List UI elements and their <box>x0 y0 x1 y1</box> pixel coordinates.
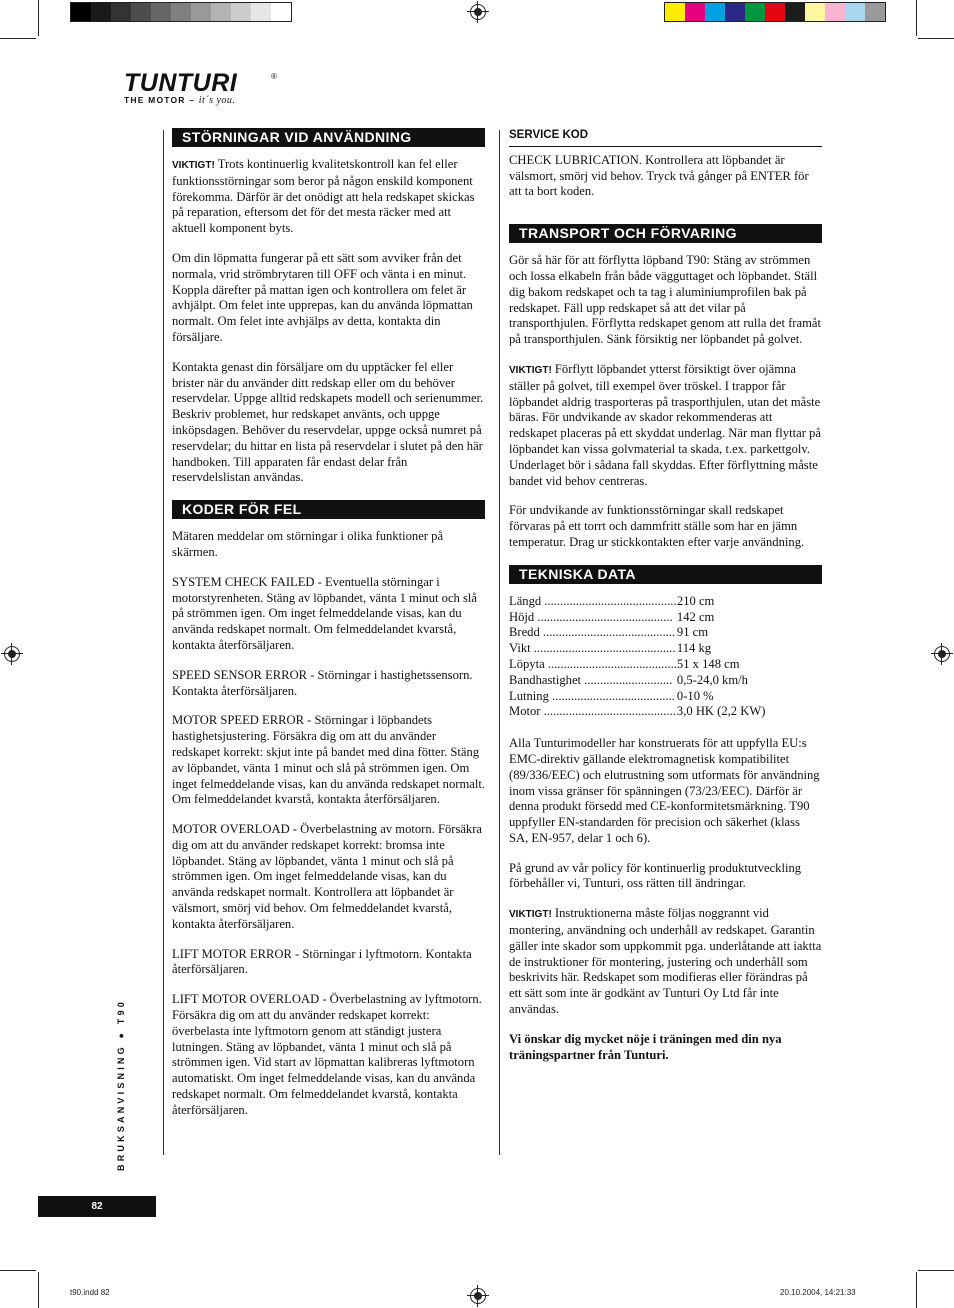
column-divider <box>163 130 164 1155</box>
spec-table <box>509 594 765 720</box>
paragraph-text: Förflytt löpbandet ytterst försiktigt över ojämna ställer på golvet, till exempel över tröskel. I trappor får löpbandet aldrig trasporteras på trasporthjulen, utan det måste bäras. För undvikande av skador rekommenderas att redskapet placeras på ett skyddat underlag. När man flyttar på löpbandet kan vissa golvmaterial ta skada, t.ex. parkettgolv. Underlaget bör i sådana fall skyddas. Efter förflyttning måste bandet vid behov centreras. <box>509 361 821 488</box>
paragraph-text: Trots kontinuerlig kvalitetskontroll kan fel eller funktionsstörningar som beror på någon enskild komponent förekomma. Därför är det onödigt att hela redskapet skickas på reparation, eftersom det för det mesta räcker med att aktuell komponent byts. <box>172 157 475 236</box>
spec-row <box>509 689 765 705</box>
section-heading-storningar: STÖRNINGAR VID ANVÄNDNING <box>172 128 485 147</box>
paragraph: Alla Tunturimodeller har konstruerats för att uppfylla EU:s EMC-direktiv gällande elektromagnetisk kompatibilitet (89/336/EEC) och elutrustning som utformats för användning inom vissa gränser för spänningen (73/23/EEC). Därför är denna produkt försedd med CE-konformitetsmärkning. T90 uppfyller EN-standarden för precision och säkerhet (klass SA, EN-957, delar 1 och 6). <box>509 736 820 845</box>
color-swatch <box>845 3 865 21</box>
logo-tagline <box>124 95 284 106</box>
spec-row <box>509 704 765 720</box>
color-swatch <box>745 3 765 21</box>
crop-mark <box>38 0 39 36</box>
crop-mark <box>916 1272 917 1308</box>
color-swatch <box>685 3 705 21</box>
paragraph: Kontakta genast din försäljare om du upptäcker fel eller brister när du använder ditt redskap eller om du behöver reservdelar. Uppge alltid redskapets modell och serienummer. Beskriv problemet, hur redskapet använts, och uppge inköpsdagen. Behöver du reservdelar, uppge också numret på reservdelar; du hittar en lista på reservdelar i slutet på den här handboken. Till apparaten får endast delar från reservdelslistan användas. <box>172 359 484 485</box>
error-code-motor-speed: MOTOR SPEED ERROR - Störningar i löpbandets hastighetsjustering. Försäkra dig om att du använder redskapet korrekt: skjut inte på bandet med dina fötter. Stäng av löpbandet, vänta 1 minut och slå på strömmen igen. Om inget felmeddelande visas, kan du använda redskapet normalt. Om felmeddelandet kvarstå, kontakta återförsäljaren. <box>172 713 485 807</box>
left-column <box>172 128 485 1133</box>
color-swatch <box>251 3 271 21</box>
paragraph: Mätaren meddelar om störningar i olika funktioner på skärmen. <box>172 529 444 559</box>
right-column <box>509 128 822 1077</box>
color-swatch <box>725 3 745 21</box>
color-swatch <box>665 3 685 21</box>
color-swatch <box>231 3 251 21</box>
registration-mark-icon <box>470 1288 486 1304</box>
spec-value: 114 kg <box>676 641 712 656</box>
color-swatch <box>705 3 725 21</box>
sidebar-text: BRUKSANVISNING ● T90 <box>116 999 126 1171</box>
spec-label: Vikt ............................................. <box>509 641 676 656</box>
crop-mark <box>916 0 917 36</box>
spec-label: Bredd .......................................... <box>509 625 676 640</box>
spec-value: 142 cm <box>676 609 715 624</box>
footer-timestamp: 20.10.2004, 14:21:33 <box>780 1288 856 1297</box>
color-swatch <box>171 3 191 21</box>
color-swatch <box>271 3 291 21</box>
error-code-lift-motor: LIFT MOTOR ERROR - Störningar i lyftmotorn. Kontakta återförsäljaren. <box>172 946 472 977</box>
spec-value: 3,0 HK (2,2 KW) <box>676 704 766 719</box>
color-swatch <box>91 3 111 21</box>
spec-value: 0,5-24,0 km/h <box>676 672 748 687</box>
crop-mark <box>0 38 36 39</box>
service-code-heading: SERVICE KOD <box>509 128 822 147</box>
spec-row <box>509 657 765 673</box>
color-swatch <box>211 3 231 21</box>
error-code-speed-sensor: SPEED SENSOR ERROR - Störningar i hastighetssensorn. Kontakta återförsäljaren. <box>172 667 473 698</box>
spec-row <box>509 673 765 689</box>
color-swatch <box>131 3 151 21</box>
paragraph <box>172 157 485 237</box>
section-heading-koder: KODER FÖR FEL <box>172 500 485 519</box>
registration-mark-icon <box>934 646 950 662</box>
paragraph: På grund av vår policy för kontinuerlig produktutveckling förbehåller vi, Tunturi, oss rätten till ändringar. <box>509 860 802 891</box>
spec-row <box>509 594 765 610</box>
color-swatch <box>785 3 805 21</box>
registered-mark: ® <box>271 72 277 81</box>
spec-label: Bandhastighet ............................ <box>509 672 673 687</box>
spec-value: 210 cm <box>676 593 715 608</box>
important-label: VIKTIGT! <box>172 160 215 171</box>
crop-mark <box>918 1270 954 1271</box>
important-label: VIKTIGT! <box>509 909 552 921</box>
logo-brand: TUNTURI <box>124 69 238 97</box>
spec-row <box>509 625 765 641</box>
color-swatch <box>71 3 91 21</box>
color-swatch <box>805 3 825 21</box>
spec-label: Motor .......................................... <box>509 704 676 719</box>
paragraph: Om din löpmatta fungerar på ett sätt som avviker från det normala, vrid strömbrytaren till OFF och vänta i en minut. Koppla därefter på mattan igen och kontrollera om felet är avhjälpt. Om felet inte upprepas, kan du använda löpmattan normalt. Om felet inte avhjälps av detta, kontakta din försäljare. <box>172 250 473 344</box>
crop-mark <box>38 1272 39 1308</box>
paragraph <box>509 362 822 489</box>
closing-wish: Vi önskar dig mycket nöje i träningen med din nya träningspartner från Tunturi. <box>509 1031 782 1062</box>
registration-mark-icon <box>470 4 486 20</box>
spec-row <box>509 641 765 657</box>
color-calibration-bar <box>664 2 886 22</box>
footer-filename: t90.indd 82 <box>70 1288 110 1297</box>
registration-mark-icon <box>4 646 20 662</box>
spec-value: 51 x 148 cm <box>676 656 740 671</box>
grayscale-calibration-bar <box>70 2 292 22</box>
page-number: 82 <box>38 1196 156 1217</box>
error-code-system-check: SYSTEM CHECK FAILED - Eventuella störningar i motorstyrenheten. Stäng av löpbandet, vänta 1 minut och slå på strömmen igen. Om inget felmeddelande visas, kan du använda redskapet normalt. Om felmeddelandet kvarstå, kontakta återförsäljaren. <box>172 574 477 652</box>
sidebar-label <box>106 985 136 1185</box>
section-heading-transport: TRANSPORT OCH FÖRVARING <box>509 224 822 243</box>
spec-label: Höjd ........................................... <box>509 609 673 624</box>
spec-label: Löpyta ......................................... <box>509 656 677 671</box>
column-divider <box>499 130 500 1155</box>
paragraph: För undvikande av funktionsstörningar skall redskapet förvaras på ett torrt och dammfritt ställe som har en jämn temperatur. Drag ur stickkontakten efter varje användning. <box>509 503 805 549</box>
color-swatch <box>151 3 171 21</box>
color-swatch <box>191 3 211 21</box>
tagline-italic: it´s you. <box>198 95 236 106</box>
spec-value: 0-10 % <box>676 688 714 703</box>
tunturi-logo <box>124 70 284 106</box>
crop-mark <box>918 38 954 39</box>
section-heading-tekniska: TEKNISKA DATA <box>509 565 822 584</box>
paragraph <box>509 906 822 1018</box>
spec-value: 91 cm <box>676 625 709 640</box>
color-swatch <box>111 3 131 21</box>
spec-row <box>509 610 765 626</box>
error-code-motor-overload: MOTOR OVERLOAD - Överbelastning av motorn. Försäkra dig om att du använder redskapet korrekt: bromsa inte löpbandet. Stäng av löpbandet, vänta 1 minut och slå på strömmen igen. Om inget felmeddelande visas, kan du använda redskapet normalt. Kontrollera att löpbandet är välsmort, smörj vid behov. Om felmeddelandet kvarstå, kontakta återförsäljaren. <box>172 822 483 931</box>
paragraph-text: Instruktionerna måste följas noggrannt vid montering, användning och underhåll av redskapet. Garantin gäller inte skador som uppkommit pga. underlåtande att iaktta de instruktioner för montering, justering och underhåll som beskrivits här. Redskapet som modifieras eller förändras på ett sätt som inte är godkänt av Tunturi Oy Ltd får inte användas. <box>509 906 822 1017</box>
color-swatch <box>825 3 845 21</box>
paragraph: Gör så här för att förflytta löpband T90: Stäng av strömmen och lossa elkabeln från både vägguttaget och löpbandet. Ställ dig bakom redskapet och ta tag i aluminiumprofilen bak på redskapet. Fäll upp redskapet så att det vilar på transporthjulen. Förflytta redskapet genom att rulla det framåt på transporthjulen. Sänk försiktig ner löpbandet på golvet. <box>509 253 821 347</box>
paragraph: CHECK LUBRICATION. Kontrollera att löpbandet är välsmort, smörj vid behov. Tryck två gånger på ENTER för att ta bort koden. <box>509 152 809 199</box>
spec-label: Längd .......................................... <box>509 593 677 608</box>
color-swatch <box>765 3 785 21</box>
tagline-bold: THE MOTOR – <box>124 95 199 105</box>
spec-label: Lutning ....................................... <box>509 688 675 703</box>
error-code-lift-overload: LIFT MOTOR OVERLOAD - Överbelastning av lyftmotorn. Försäkra dig om att du använder redskapet korrekt: överbelasta inte lyftmotorn genom att ständigt justera lutningen. Stäng av löpbandet, vänta 1 minut och slå på strömmen igen. Vid start av löpmattan kalibreras lyftmotorn automatiskt. Om inget felmeddelande visas, kan du använda redskapet normalt. Om felmeddelandet kvarstå, kontakta återförsäljaren. <box>172 992 482 1117</box>
important-label: VIKTIGT! <box>509 364 552 376</box>
color-swatch <box>865 3 885 21</box>
crop-mark <box>0 1270 36 1271</box>
